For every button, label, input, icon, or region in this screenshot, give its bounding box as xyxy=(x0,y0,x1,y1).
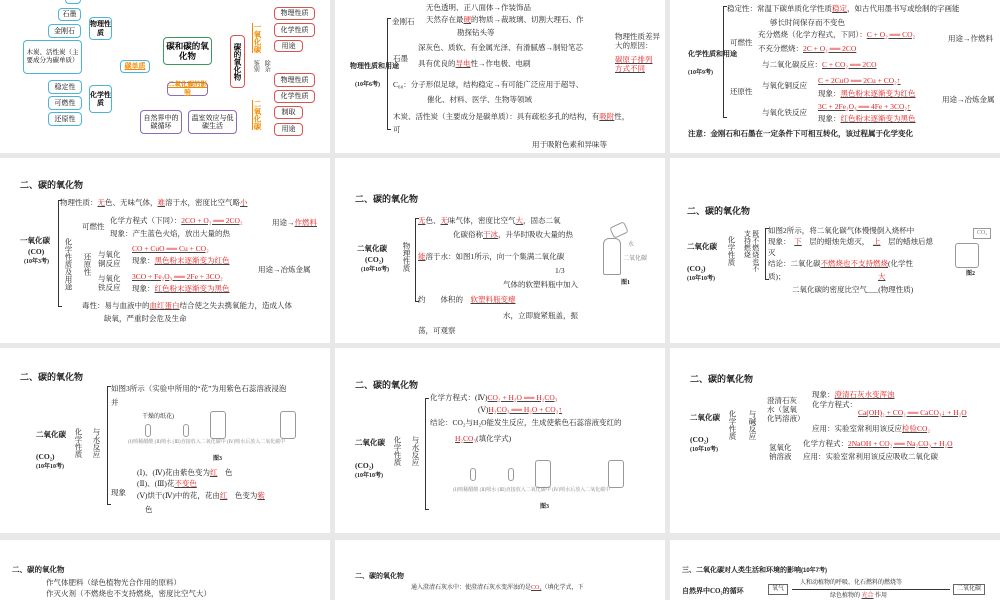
equation: 3CO + Fe₂O₃ ══ 2Fe + 3CO₂ xyxy=(132,272,223,281)
spray-bottle-1 xyxy=(145,424,151,437)
slide-title: 二、碳的氧化物 xyxy=(690,374,754,384)
bracket xyxy=(723,6,727,118)
text-line: 用途→冶炼金属 xyxy=(942,95,995,104)
slide-title: 二、碳的氧化物 xyxy=(687,206,751,216)
text-line: (Ⅰ)、(Ⅳ)花由紫色变为红 色 xyxy=(137,468,233,477)
slide-title: 二、碳的氧化物 xyxy=(12,565,65,574)
node-oxygen: 氧气 xyxy=(768,584,788,595)
exam-count: (10年10考) xyxy=(690,447,718,453)
label-chemical: 化学性质 xyxy=(393,436,402,466)
compound-formula: (CO₂) xyxy=(687,264,706,273)
slide-3-chemical-properties[interactable] xyxy=(670,0,1000,153)
node-charcoal: 木炭、活性炭（主要成分为碳单质） xyxy=(23,40,82,74)
text-line: 气体的软塑料瓶中加入 xyxy=(503,280,578,289)
text-line: 现象：黑色粉末逐渐变为红色 xyxy=(818,89,916,98)
fig-label: 二氧化碳 xyxy=(623,256,648,262)
fig-captions: (Ⅰ)喷稀醋酸 (Ⅱ)喷水 (Ⅲ)直接放入二氧化碳中 (Ⅳ)喷水后放入二氧化碳中 xyxy=(128,440,286,445)
spray-bottle-1 xyxy=(470,468,476,481)
slide-title: 二、碳的氧化物 xyxy=(20,180,84,190)
slide-11-co2-identify[interactable] xyxy=(335,540,665,600)
jar-4 xyxy=(608,460,624,488)
node-diamond: 金刚石 xyxy=(48,24,81,38)
slide-title: 二、碳的氧化物 xyxy=(355,573,404,580)
node-chemical: 化学性质 xyxy=(89,85,112,113)
jar-3 xyxy=(210,411,226,439)
fraction: 1/3 xyxy=(555,266,565,275)
node-greenhouse: 温室效应与低碳生活 xyxy=(188,110,237,134)
text-line: 用于吸附色素和异味等 xyxy=(532,140,607,149)
text-line: 如图2所示，将二氧化碳气体慢慢倒入烧杯中 xyxy=(768,226,915,235)
text-line: 能溶于水：如图1所示，向一个集满二氧化碳 xyxy=(418,252,565,261)
text-line: 现象：红色粉末逐渐变为黑色 xyxy=(132,284,230,293)
label-flammability: 可燃性 xyxy=(82,222,105,231)
slide-12-co2-impact[interactable] xyxy=(670,540,1000,600)
text-line: 现象：红色粉末逐渐变为黑色 xyxy=(818,114,916,123)
compound-formula: (CO) xyxy=(28,247,45,256)
exam-count: (10年10考) xyxy=(36,464,64,470)
node-center: 碳和碳的氧化物 xyxy=(163,37,212,65)
cycle-arrow xyxy=(792,589,950,590)
node-physical: 物理性质 xyxy=(89,17,112,40)
text-line: 不充分燃烧：2C + O₂ ══ 2CO xyxy=(758,44,857,53)
slide-7-co2-water-phenomena[interactable] xyxy=(0,348,330,533)
label-water-reaction: 与水反应 xyxy=(411,436,420,466)
text-line: H₂CO₃(填化学式) xyxy=(455,434,512,443)
compound-name: 二氧化碳 xyxy=(36,430,66,439)
text-line: 可 xyxy=(393,125,401,134)
text-line: 与二氧化碳反应：C + CO₂ ══ 2CO xyxy=(762,60,877,69)
exam-count: (10年10考) xyxy=(355,473,383,479)
cycle-bottom-label: 绿色植物的 光合 作用 xyxy=(830,593,888,599)
label-chemical: 化学性质 xyxy=(727,236,736,266)
slide-1-mindmap[interactable] xyxy=(0,0,330,153)
text-line: 用途→冶炼金属 xyxy=(258,265,311,274)
equation: C + 2CuO ══ 2Cu + CO₂↑ xyxy=(818,76,901,85)
jar-4 xyxy=(280,411,296,439)
node-carbon-cycle: 自然界中的碳循环 xyxy=(140,110,182,134)
slide-title: 二、碳的氧化物 xyxy=(20,372,84,382)
node-co2-chemical: 化学性质 xyxy=(274,90,315,103)
text-line: 用途→作燃料 xyxy=(948,34,993,43)
label-flammability: 可燃性 xyxy=(730,38,753,47)
node-co2-physical: 物理性质 xyxy=(274,73,315,87)
text-line: 木炭、活性炭（主要成分是碳单质）：具有疏松多孔的结构，有吸附性， xyxy=(393,112,630,121)
text-line: 灭 xyxy=(768,248,776,257)
slide-title: 三、二氧化碳对人类生活和环境的影响(10年7考) xyxy=(682,567,828,574)
compound-name: 一氧化碳 xyxy=(20,236,50,245)
text-line: 天然存在最硬的物质→裁玻璃、切割大理石、作 xyxy=(426,15,584,24)
text-line: 结论：CO₂与H₂O能发生反应，生成使紫色石蕊溶液变红的 xyxy=(430,418,622,427)
compound-formula: (CO₂) xyxy=(355,461,374,470)
node-stability: 稳定性 xyxy=(48,80,82,94)
node-oxides: 碳的氧化物 xyxy=(230,35,245,88)
text-line: 约 体积的 软塑料瓶变瘪 xyxy=(418,295,516,304)
label-nonflammable: 既不燃烧也不支持燃烧 xyxy=(743,230,760,272)
reason-label: 物理性质差异大的原因： xyxy=(615,32,660,50)
exam-count: (10年10考) xyxy=(361,267,389,273)
label-reducibility: 还原性 xyxy=(83,253,92,276)
beaker-illustration xyxy=(609,221,629,239)
text-line: 化学方程式（下同）：2CO + O₂ ══ 2CO₂ xyxy=(110,216,243,225)
text-line: 如图3所示（实验中所用的“花”为用紫色石蕊溶液浸泡 xyxy=(111,384,287,393)
node-co2-prep: 制取 xyxy=(274,106,303,119)
compound-formula: (CO₂) xyxy=(365,255,384,264)
exam-count: (10年6考) xyxy=(355,82,380,88)
text-line: 用途→作燃料 xyxy=(272,218,317,227)
compound-name: 二氧化碳 xyxy=(355,438,385,447)
text-line: 无色、无味气体，密度比空气大，固态二氧 xyxy=(418,216,561,225)
fig-label: 干燥的纸花) xyxy=(142,414,174,420)
node-co: 一氧化碳 xyxy=(253,23,262,53)
text-line: 催化、材料、医学、生物等领域 xyxy=(427,95,532,104)
text-line: 够长时间保存而不变色 xyxy=(770,18,845,27)
label-limewater: 澄清石灰水（氢氧化钙溶液） xyxy=(767,396,805,423)
text-line: 与氧化铜反应 xyxy=(762,81,807,90)
node-flammability: 可燃性 xyxy=(48,96,82,110)
label-graphite: 石墨 xyxy=(393,54,408,63)
beaker-illustration xyxy=(955,243,979,268)
fig-captions: (Ⅰ)喷稀醋酸 (Ⅱ)喷水 (Ⅲ)直接放入二氧化碳中 (Ⅳ)喷水后放入二氧化碳中 xyxy=(453,488,611,493)
figure-caption: 图3 xyxy=(540,504,550,510)
text-line: 水，立即旋紧瓶盖，振 xyxy=(503,311,578,320)
label-alkali-reaction: 与碱反应 xyxy=(748,410,757,440)
slide-5-co2-physical[interactable] xyxy=(335,158,665,343)
label-naoh: 氢氧化钠溶液 xyxy=(769,443,792,461)
label-physical: 物理性质 xyxy=(402,242,411,272)
compound-name: 二氧化碳 xyxy=(690,413,720,422)
text-line: 稳定性：常温下碳单质化学性质稳定，如古代用墨书写或绘制的字画能 xyxy=(727,4,960,13)
text-line: 物理性质：无色、无味气体，难溶于水，密度比空气略小 xyxy=(60,198,248,207)
text-line: 化学方程式：(Ⅳ)CO₂ + H₂O ══ H₂CO₃ xyxy=(430,393,558,402)
slide-6-co2-combustion[interactable] xyxy=(670,158,1000,343)
compound-formula: (CO₂) xyxy=(36,452,55,461)
reason-answer: 碳原子排列方式不同 xyxy=(615,55,653,73)
section-label: 物理性质和用途 xyxy=(350,62,399,70)
text-line: C₆₀：分子形似足球，结构稳定→有可能广泛应用于超导、 xyxy=(393,80,584,89)
text-line: 现象：黑色粉末逐渐变为红色 xyxy=(132,256,230,265)
text-line: 与氧化铜反应 xyxy=(98,250,121,268)
text-line: 化学方程式： xyxy=(812,400,857,409)
spray-bottle-2 xyxy=(183,424,189,437)
slide-4-co[interactable] xyxy=(0,158,330,343)
node-co2-impact: 二氧化碳的影响 xyxy=(168,81,207,96)
node-top-partial xyxy=(65,0,81,4)
equation: CO + CuO ══ Cu + CO₂ xyxy=(132,244,209,253)
label-chemical: 化学性质 xyxy=(74,428,83,458)
node-co2: 二氧化碳 xyxy=(953,584,985,595)
text-line: 作灭火剂（不燃烧也不支持燃烧，密度比空气大） xyxy=(46,589,211,598)
label-water-reaction: 与水反应 xyxy=(92,428,101,458)
fig-label: CO₂ xyxy=(973,228,991,239)
label-remove-impurity: 除杂 xyxy=(263,60,270,72)
slide-8-co2-water-equations[interactable] xyxy=(335,348,665,533)
text-line: 作气体肥料（绿色植物光合作用的原料） xyxy=(46,578,181,587)
node-reducibility: 还原性 xyxy=(48,112,82,126)
cycle-top-label: 人和动植物的呼吸、化石燃料的燃烧等 xyxy=(800,580,903,586)
bracket xyxy=(425,398,429,510)
text-line: 应用：实验室常利用该反应吸收二氧化碳 xyxy=(803,452,938,461)
text-line: 荡，可观察 xyxy=(418,326,456,335)
text-line: 无色透明、正八面体→作装饰品 xyxy=(426,3,531,12)
text-line: 化碳俗称干冰，升华时吸收大量的热 xyxy=(453,230,573,239)
label-diamond: 金刚石 xyxy=(392,17,415,26)
equation: 3C + 2Fe₂O₃ ══ 4Fe + 3CO₂↑ xyxy=(818,102,911,111)
figure-caption: 图1 xyxy=(621,280,631,286)
text-line: 现象： 下 层的蜡烛先熄灭， 上 层的蜡烛后熄 xyxy=(768,237,933,246)
jar-3 xyxy=(535,460,551,488)
label-phenomena: 现象 xyxy=(111,488,126,497)
text-line: 色 xyxy=(145,505,153,514)
node-co2-use: 用途 xyxy=(274,123,303,136)
node-co-physical: 物理性质 xyxy=(274,7,315,20)
label-reducibility: 还原性 xyxy=(730,87,753,96)
compound-name: 二氧化碳 xyxy=(357,244,387,253)
node-co-chemical: 化学性质 xyxy=(274,23,315,37)
bracket xyxy=(58,200,62,307)
text-line: 通入澄清石灰水中：使澄清石灰水变浑浊的是CO₂（填化学式，下 xyxy=(411,585,584,591)
compound-formula: (CO₂) xyxy=(690,435,709,444)
text-line: 二氧化碳的密度比空气___(物理性质) xyxy=(792,285,914,294)
bottle-illustration xyxy=(603,238,621,275)
text-line: 充分燃烧（化学方程式，下同）：C + O₂ ══ CO₂ xyxy=(758,30,916,39)
text-line: 毒性：易与血液中的血红蛋白结合使之失去携氧能力，造成人体 xyxy=(82,301,292,310)
slide-10-co2-uses[interactable] xyxy=(0,540,330,600)
label-chemical: 化学性质及用途 xyxy=(64,238,73,291)
bracket xyxy=(387,18,391,130)
label-chemical: 化学性质 xyxy=(728,410,737,440)
text-line: (Ⅱ)、(Ⅲ)花不变色 xyxy=(137,479,197,488)
exam-count: (10年3考) xyxy=(24,259,49,265)
text-line: 并 xyxy=(111,398,119,407)
text-line: 化学方程式：2NaOH + CO₂ ══ Na₂CO₃ + H₂O xyxy=(803,439,953,448)
answer: 大 xyxy=(878,272,886,281)
slide-9-co2-alkali[interactable] xyxy=(670,348,1000,533)
node-graphite: 石墨 xyxy=(58,8,81,21)
text-line: 质)； xyxy=(768,272,786,281)
fig-label: 水 xyxy=(628,242,635,248)
slide-2-physical-properties[interactable] xyxy=(335,0,665,153)
text-line: 与氧化铁反应 xyxy=(762,108,807,117)
spray-bottle-2 xyxy=(508,468,514,481)
text-line: 现象：澄清石灰水变浑浊 xyxy=(812,390,895,399)
text-line: 现象：产生蓝色火焰，放出大量的热 xyxy=(110,229,230,238)
text-line: 结论：二氧化碳不燃烧也不支持燃烧(化学性 xyxy=(768,259,913,268)
text-line: 与氧化铁反应 xyxy=(98,274,121,292)
section-label: 化学性质和用途 xyxy=(688,50,737,58)
exam-count: (10年9考) xyxy=(688,70,713,76)
figure-caption: 图2 xyxy=(966,271,976,277)
compound-name: 二氧化碳 xyxy=(687,242,717,251)
text-line: (Ⅴ)H₂CO₃ ══ H₂O + CO₂↑ xyxy=(478,405,563,414)
text-line: 自然界中CO₂的循环 xyxy=(682,587,744,595)
node-co-use: 用途 xyxy=(274,40,303,52)
text-line: 缺氧，严重时会危及生命 xyxy=(104,314,187,323)
figure-caption: 图3 xyxy=(213,456,223,462)
text-line: 具有优良的导电性→作电极、电刷 xyxy=(418,59,531,68)
text-line: 勘探钻头等 xyxy=(457,28,495,37)
node-carbon-element: 碳单质 xyxy=(120,60,150,73)
text-line: (Ⅴ)烘干(Ⅳ)中的花，花由红 色变为紫 xyxy=(137,491,265,500)
slide-title: 二、碳的氧化物 xyxy=(355,380,419,390)
text-line: 深灰色、质软、有金属光泽、有滑腻感→制铅笔芯 xyxy=(418,43,583,52)
slide-title: 二、碳的氧化物 xyxy=(355,194,419,204)
note: 注意：金刚石和石墨在一定条件下可相互转化，该过程属于化学变化 xyxy=(688,129,913,138)
label-identify: 鉴别 xyxy=(252,60,259,72)
node-co2: 二氧化碳 xyxy=(253,100,262,130)
equation: Ca(OH)₂ + CO₂ ══ CaCO₃↓ + H₂O xyxy=(858,408,967,417)
text-line: 应用：实验室常利用该反应检验CO₂ xyxy=(812,424,931,433)
exam-count: (10年10考) xyxy=(687,276,715,282)
